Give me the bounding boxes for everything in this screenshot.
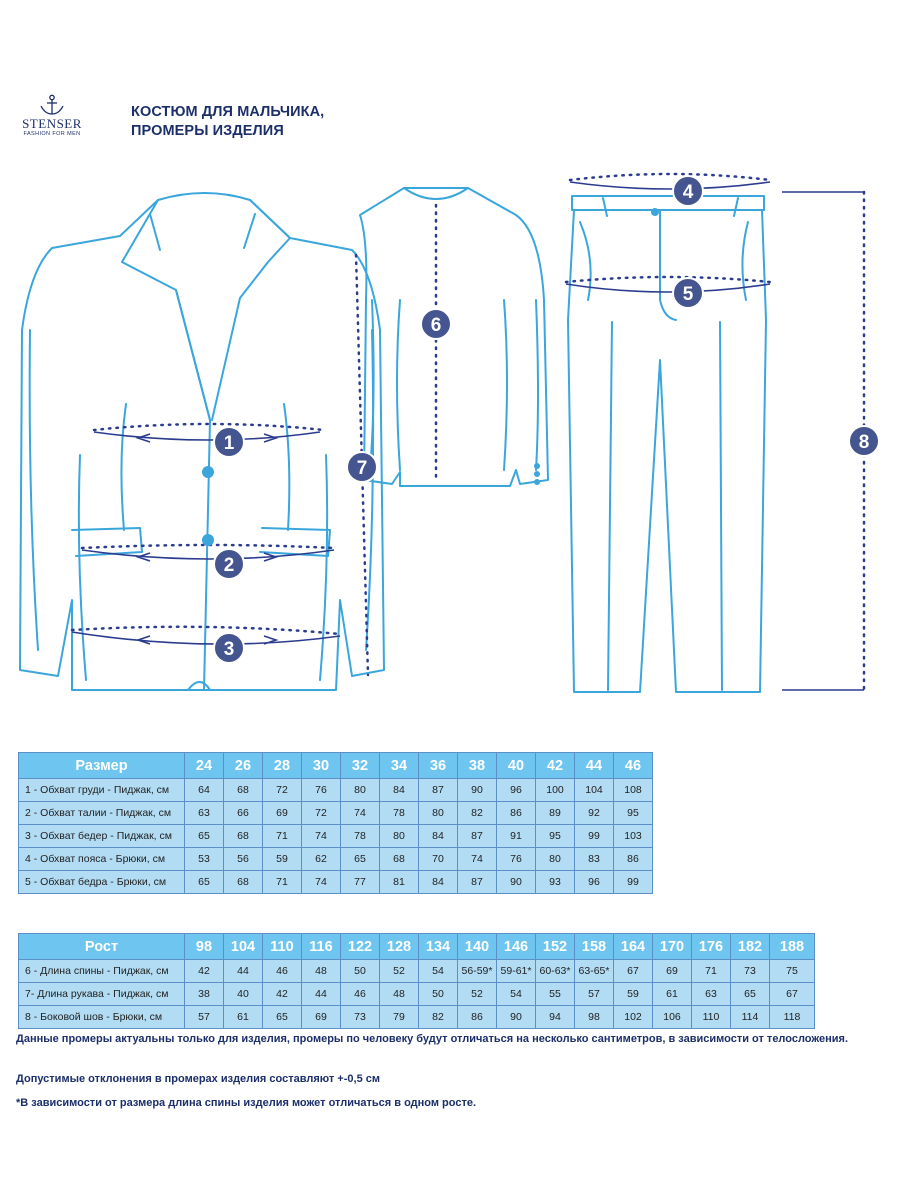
table-cell: 90 (497, 1006, 536, 1029)
table-cell: 46 (341, 983, 380, 1006)
table-cell: 73 (341, 1006, 380, 1029)
header-label: Размер (19, 753, 185, 779)
column-header: 182 (731, 934, 770, 960)
suit-diagram (0, 150, 900, 720)
row-label: 2 - Обхват талии - Пиджак, см (19, 802, 185, 825)
row-label: 3 - Обхват бедер - Пиджак, см (19, 825, 185, 848)
table-cell: 99 (575, 825, 614, 848)
trousers-outline (568, 196, 766, 692)
table-cell: 60-63* (536, 960, 575, 983)
table-cell: 65 (185, 825, 224, 848)
table-cell: 87 (458, 871, 497, 894)
table-cell: 91 (497, 825, 536, 848)
table-cell: 61 (224, 1006, 263, 1029)
header-label: Рост (19, 934, 185, 960)
marker-5 (673, 278, 703, 308)
column-header: 164 (614, 934, 653, 960)
table-cell: 86 (614, 848, 653, 871)
height-table (18, 933, 815, 1029)
table-cell: 68 (380, 848, 419, 871)
table-cell: 114 (731, 1006, 770, 1029)
column-header: 140 (458, 934, 497, 960)
column-header: 104 (224, 934, 263, 960)
column-header: 116 (302, 934, 341, 960)
row-label: 8 - Боковой шов - Брюки, см (19, 1006, 185, 1029)
column-header: 134 (419, 934, 458, 960)
table-cell: 80 (341, 779, 380, 802)
table-cell: 52 (380, 960, 419, 983)
title-line-1: КОСТЮМ ДЛЯ МАЛЬЧИКА, (131, 104, 325, 120)
table-cell: 95 (614, 802, 653, 825)
size-table-header (19, 753, 653, 779)
note-fit: Данные промеры актуальны только для изделия, промеры по человеку будут отличаться на несколько сантиметров, в зависимости от телосложения. (16, 1033, 849, 1045)
table-cell: 79 (380, 1006, 419, 1029)
anchor-icon (39, 94, 65, 116)
table-cell: 86 (458, 1006, 497, 1029)
table-cell: 68 (224, 871, 263, 894)
table-cell: 48 (302, 960, 341, 983)
table-cell: 56-59* (458, 960, 497, 983)
table-cell: 69 (653, 960, 692, 983)
svg-text:5: 5 (682, 284, 694, 305)
table-cell: 50 (341, 960, 380, 983)
table-cell: 98 (575, 1006, 614, 1029)
table-cell: 61 (653, 983, 692, 1006)
row-label: 1 - Обхват груди - Пиджак, см (19, 779, 185, 802)
table-cell: 65 (185, 871, 224, 894)
table-row (19, 983, 815, 1006)
column-header: 38 (458, 753, 497, 779)
table-cell: 95 (536, 825, 575, 848)
svg-text:6: 6 (430, 315, 442, 336)
row-label: 5 - Обхват бедра - Брюки, см (19, 871, 185, 894)
measure-waistband-line (570, 174, 770, 180)
column-header: 98 (185, 934, 224, 960)
svg-text:7: 7 (356, 458, 368, 479)
table-cell: 84 (419, 825, 458, 848)
table-cell: 50 (419, 983, 458, 1006)
table-cell: 76 (302, 779, 341, 802)
column-header: 24 (185, 753, 224, 779)
table-row (19, 825, 653, 848)
table-cell: 73 (731, 960, 770, 983)
table-cell: 57 (575, 983, 614, 1006)
table-cell: 75 (770, 960, 815, 983)
height-table-header (19, 934, 815, 960)
table-cell: 68 (224, 825, 263, 848)
table-cell: 72 (302, 802, 341, 825)
table-cell: 68 (224, 779, 263, 802)
table-cell: 69 (263, 802, 302, 825)
table-cell: 86 (497, 802, 536, 825)
table-cell: 78 (380, 802, 419, 825)
table-cell: 84 (380, 779, 419, 802)
row-label: 6 - Длина спины - Пиджак, см (19, 960, 185, 983)
column-header: 188 (770, 934, 815, 960)
table-cell: 65 (731, 983, 770, 1006)
table-cell: 81 (380, 871, 419, 894)
table-cell: 69 (302, 1006, 341, 1029)
table-cell: 64 (185, 779, 224, 802)
table-cell: 66 (224, 802, 263, 825)
table-cell: 38 (185, 983, 224, 1006)
table-cell: 71 (263, 825, 302, 848)
table-cell: 70 (419, 848, 458, 871)
table-row (19, 802, 653, 825)
table-cell: 52 (458, 983, 497, 1006)
jacket-front-outline (20, 193, 384, 690)
table-cell: 57 (185, 1006, 224, 1029)
table-cell: 46 (263, 960, 302, 983)
measure-thigh-line (566, 277, 770, 282)
table-cell: 59 (614, 983, 653, 1006)
svg-text:1: 1 (223, 433, 235, 454)
marker-6 (421, 309, 451, 339)
table-cell: 80 (419, 802, 458, 825)
svg-text:4: 4 (682, 182, 694, 203)
table-cell: 110 (692, 1006, 731, 1029)
table-cell: 74 (341, 802, 380, 825)
table-cell: 71 (692, 960, 731, 983)
svg-text:3: 3 (223, 639, 235, 660)
page-title (131, 103, 324, 141)
table-row (19, 1006, 815, 1029)
table-cell: 94 (536, 1006, 575, 1029)
table-cell: 84 (419, 871, 458, 894)
column-header: 122 (341, 934, 380, 960)
table-cell: 82 (458, 802, 497, 825)
column-header: 152 (536, 934, 575, 960)
table-cell: 59-61* (497, 960, 536, 983)
table-cell: 103 (614, 825, 653, 848)
table-cell: 67 (614, 960, 653, 983)
column-header: 40 (497, 753, 536, 779)
table-cell: 92 (575, 802, 614, 825)
table-row (19, 871, 653, 894)
table-cell: 87 (419, 779, 458, 802)
column-header: 42 (536, 753, 575, 779)
table-cell: 89 (536, 802, 575, 825)
jacket-back-outline (360, 188, 548, 486)
table-cell: 63-65* (575, 960, 614, 983)
note-back-length: *В зависимости от размера длина спины изделия может отличаться в одном росте. (16, 1097, 477, 1109)
svg-text:2: 2 (223, 555, 235, 576)
title-line-2: ПРОМЕРЫ ИЗДЕЛИЯ (131, 123, 284, 139)
table-cell: 62 (302, 848, 341, 871)
column-header: 34 (380, 753, 419, 779)
size-table (18, 752, 653, 894)
table-cell: 106 (653, 1006, 692, 1029)
table-cell: 42 (263, 983, 302, 1006)
table-cell: 100 (536, 779, 575, 802)
table-cell: 55 (536, 983, 575, 1006)
table-cell: 54 (497, 983, 536, 1006)
table-cell: 82 (419, 1006, 458, 1029)
column-header: 158 (575, 934, 614, 960)
table-cell: 44 (302, 983, 341, 1006)
table-cell: 42 (185, 960, 224, 983)
table-cell: 90 (497, 871, 536, 894)
table-cell: 83 (575, 848, 614, 871)
column-header: 170 (653, 934, 692, 960)
table-cell: 48 (380, 983, 419, 1006)
table-cell: 77 (341, 871, 380, 894)
table-cell: 118 (770, 1006, 815, 1029)
table-cell: 63 (692, 983, 731, 1006)
table-cell: 54 (419, 960, 458, 983)
table-cell: 67 (770, 983, 815, 1006)
column-header: 36 (419, 753, 458, 779)
svg-text:8: 8 (858, 432, 870, 453)
row-label: 4 - Обхват пояса - Брюки, см (19, 848, 185, 871)
brand-logo (14, 94, 90, 137)
marker-1 (214, 427, 244, 457)
table-cell: 40 (224, 983, 263, 1006)
column-header: 128 (380, 934, 419, 960)
table-cell: 74 (302, 871, 341, 894)
table-cell: 96 (497, 779, 536, 802)
column-header: 146 (497, 934, 536, 960)
column-header: 110 (263, 934, 302, 960)
marker-2 (214, 549, 244, 579)
table-cell: 108 (614, 779, 653, 802)
table-cell: 59 (263, 848, 302, 871)
table-cell: 71 (263, 871, 302, 894)
note-tolerance: Допустимые отклонения в промерах изделия составляют +-0,5 см (16, 1073, 380, 1085)
column-header: 28 (263, 753, 302, 779)
table-row (19, 779, 653, 802)
table-cell: 80 (536, 848, 575, 871)
table-cell: 74 (302, 825, 341, 848)
table-cell: 99 (614, 871, 653, 894)
column-header: 46 (614, 753, 653, 779)
row-label: 7- Длина рукава - Пиджак, см (19, 983, 185, 1006)
table-cell: 96 (575, 871, 614, 894)
marker-4 (673, 176, 703, 206)
table-cell: 72 (263, 779, 302, 802)
column-header: 44 (575, 753, 614, 779)
column-header: 176 (692, 934, 731, 960)
table-cell: 65 (263, 1006, 302, 1029)
marker-7 (347, 452, 377, 482)
table-row (19, 848, 653, 871)
column-header: 30 (302, 753, 341, 779)
brand-name: STENSER (22, 116, 82, 131)
table-cell: 53 (185, 848, 224, 871)
table-cell: 87 (458, 825, 497, 848)
table-row (19, 960, 815, 983)
table-cell: 78 (341, 825, 380, 848)
brand-tagline: FASHION FOR MEN (23, 131, 81, 137)
table-cell: 104 (575, 779, 614, 802)
table-cell: 63 (185, 802, 224, 825)
table-cell: 80 (380, 825, 419, 848)
marker-8 (849, 426, 879, 456)
table-cell: 65 (341, 848, 380, 871)
table-cell: 74 (458, 848, 497, 871)
table-cell: 44 (224, 960, 263, 983)
marker-3 (214, 633, 244, 663)
column-header: 32 (341, 753, 380, 779)
table-cell: 76 (497, 848, 536, 871)
table-cell: 56 (224, 848, 263, 871)
table-cell: 93 (536, 871, 575, 894)
table-cell: 102 (614, 1006, 653, 1029)
column-header: 26 (224, 753, 263, 779)
table-cell: 90 (458, 779, 497, 802)
